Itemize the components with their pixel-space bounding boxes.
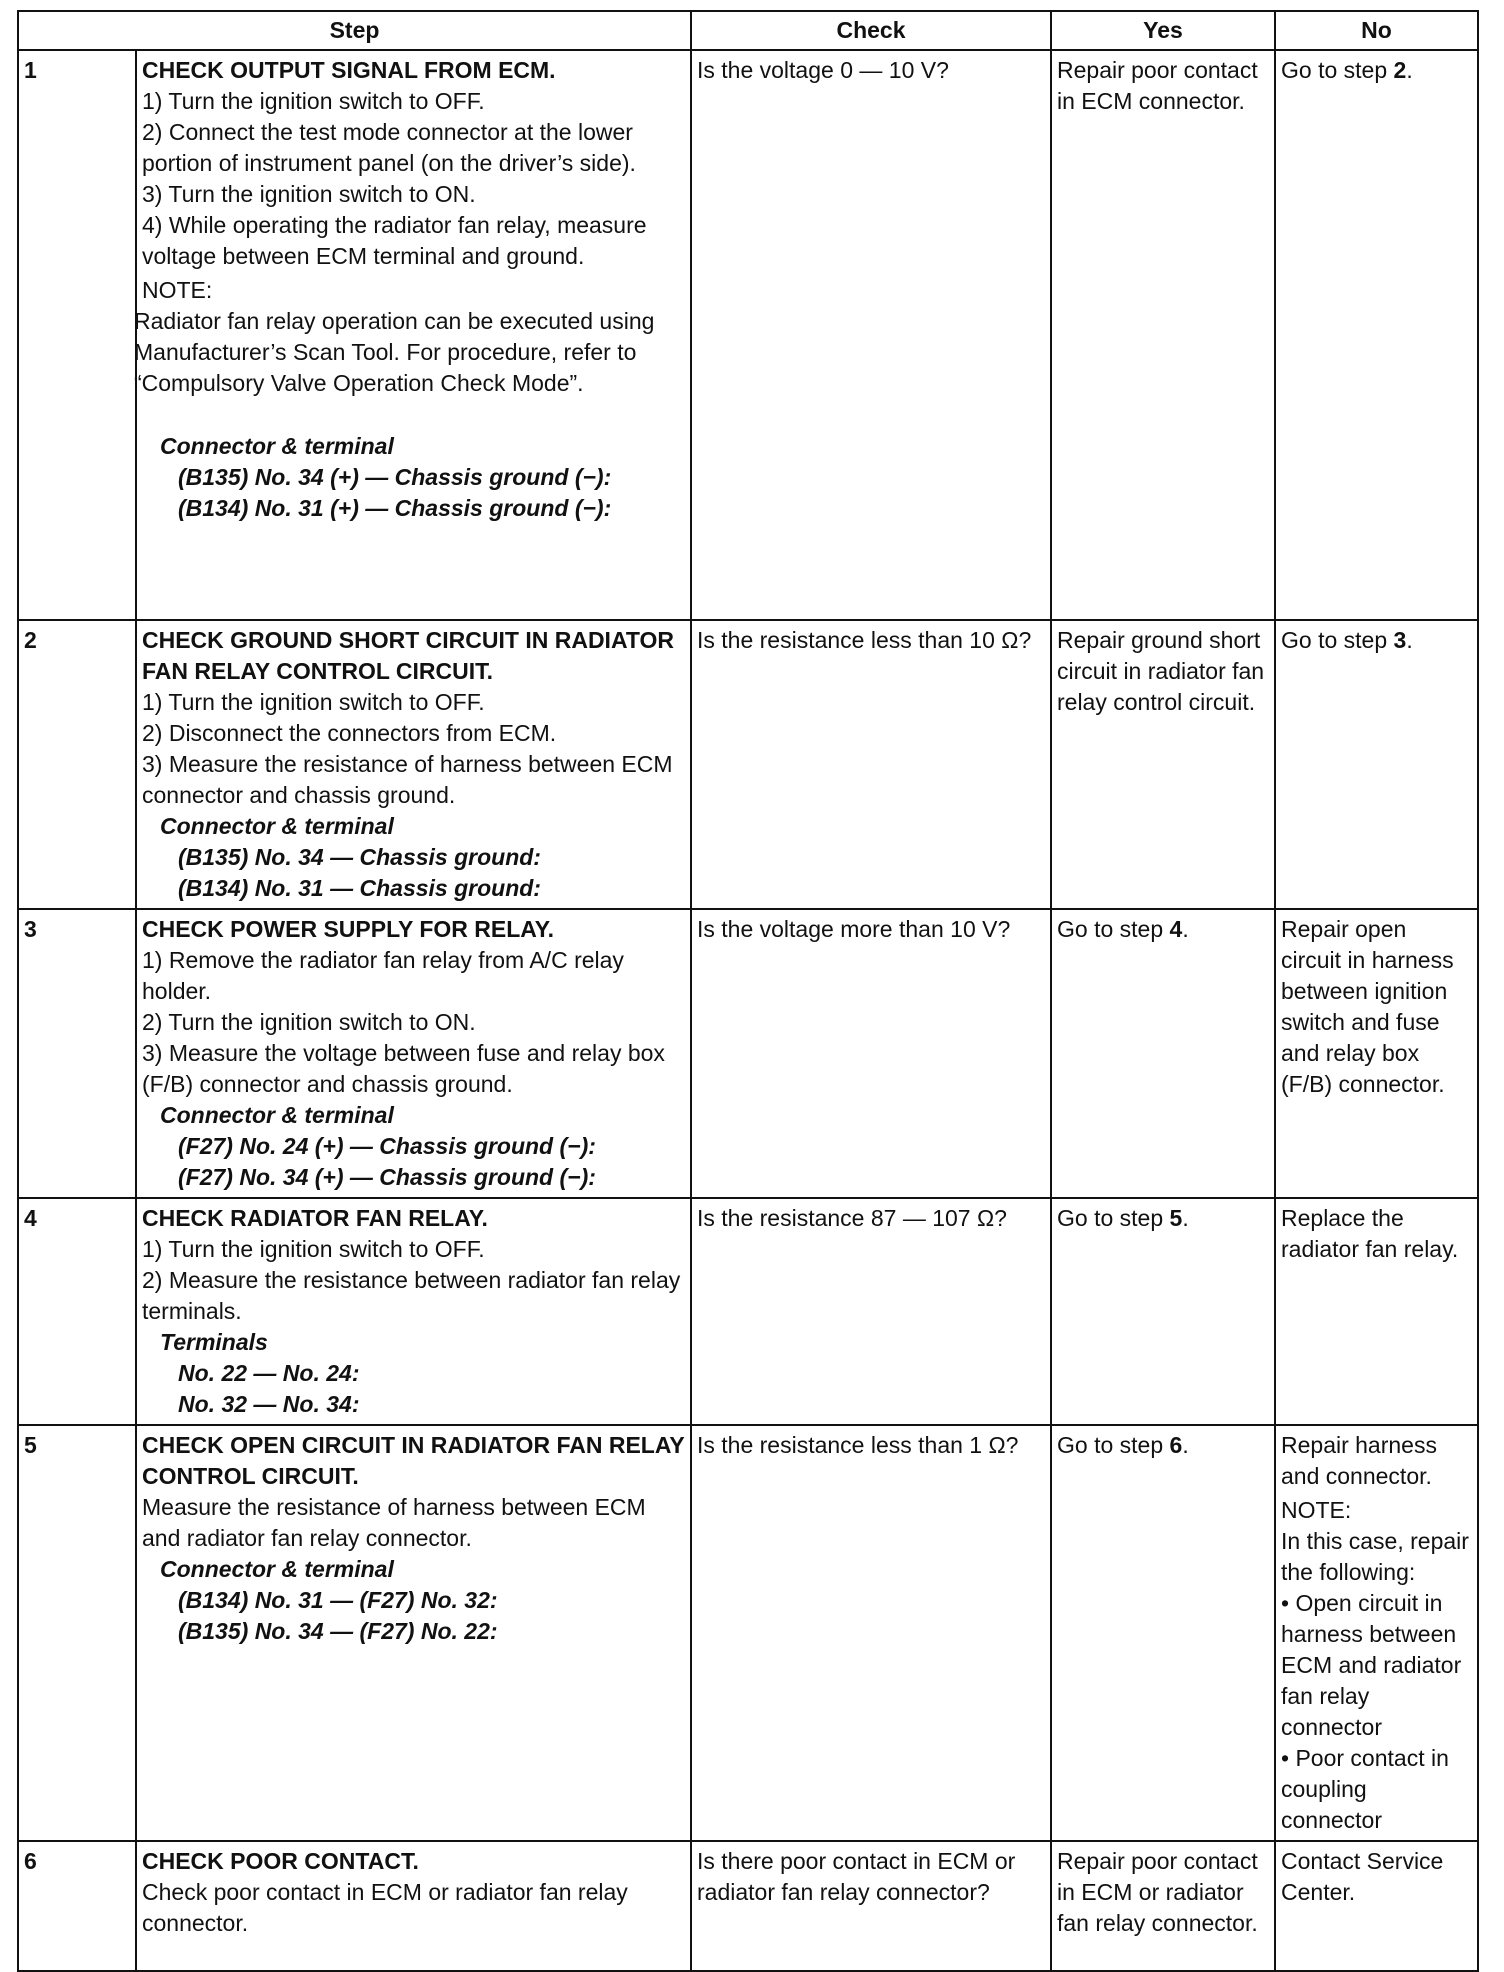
connector-item: (B134) No. 31 — Chassis ground: (178, 875, 541, 901)
yes-text: Go to step (1057, 916, 1170, 942)
step-line: 2) Disconnect the connectors from ECM. (142, 720, 557, 746)
table-row (18, 1198, 1478, 1425)
no-step-ref: 3 (1393, 627, 1407, 653)
no-text: Go to step (1281, 627, 1394, 653)
step-line: 1) Turn the ignition switch to OFF. (142, 1236, 485, 1262)
step-title: CHECK GROUND SHORT CIRCUIT IN RADIATOR FAN RELAY CONTROL CIRCUIT. (142, 627, 674, 684)
check-cell: Is the resistance less than 10 Ω? (691, 620, 1051, 909)
no-cell: Contact Service Center. (1275, 1841, 1478, 1971)
step-line: 4) While operating the radiator fan relay, measure voltage between ECM terminal and ground. (142, 212, 647, 269)
step-cell (136, 1198, 691, 1425)
note-bullet-item: • Open circuit in harness between ECM and radiator fan relay connector (1281, 1588, 1472, 1743)
no-cell (1275, 1425, 1478, 1841)
table-row (18, 50, 1478, 620)
yes-cell (1051, 1425, 1275, 1841)
no-cell (1275, 620, 1478, 909)
connector-item: (F27) No. 24 (+) — Chassis ground (−): (178, 1133, 596, 1159)
step-line: 3) Turn the ignition switch to ON. (142, 181, 476, 207)
yes-cell: Repair poor contact in ECM connector. (1051, 50, 1275, 620)
yes-step-ref: 6 (1169, 1432, 1183, 1458)
step-number: 3 (18, 909, 136, 1198)
step-cell (136, 1425, 691, 1841)
step-number: 6 (18, 1841, 136, 1971)
step-title: CHECK POWER SUPPLY FOR RELAY. (142, 916, 554, 942)
yes-cell (1051, 909, 1275, 1198)
terminal-item: No. 22 — No. 24: (178, 1360, 360, 1386)
connector-item: (B135) No. 34 — Chassis ground: (178, 844, 541, 870)
yes-text-end: . (1182, 1205, 1189, 1231)
header-no: No (1275, 11, 1478, 50)
step-cell (136, 620, 691, 909)
yes-cell: Repair ground short circuit in radiator fan relay control circuit. (1051, 620, 1275, 909)
yes-step-ref: 5 (1169, 1205, 1183, 1231)
step-line: 3) Measure the voltage between fuse and relay box (F/B) connector and chassis ground. (142, 1040, 665, 1097)
step-cell (136, 50, 691, 620)
step-title: CHECK POOR CONTACT. (142, 1848, 419, 1874)
step-title: CHECK OUTPUT SIGNAL FROM ECM. (142, 57, 556, 83)
step-line: 2) Connect the test mode connector at the lower portion of instrument panel (on the driver’s side). (142, 119, 636, 176)
step-line: 1) Turn the ignition switch to OFF. (142, 88, 485, 114)
spacer (142, 399, 685, 431)
no-cell: Replace the radiator fan relay. (1275, 1198, 1478, 1425)
table-row (18, 909, 1478, 1198)
connector-item: (B135) No. 34 (+) — Chassis ground (−): (178, 464, 612, 490)
connector-heading: Connector & terminal (160, 1102, 394, 1128)
no-step-ref: 2 (1393, 57, 1407, 83)
note-text: Radiator fan relay operation can be executed using Manufacturer’s Scan Tool. For procedure, refer to “Compulsory Valve Operation Check Mode”. (134, 308, 655, 396)
diagnostic-procedure-table (17, 10, 1479, 1972)
connector-heading: Connector & terminal (160, 813, 394, 839)
table-header-row (18, 11, 1478, 50)
header-step: Step (18, 11, 691, 50)
note-text: In this case, repair the following: (1281, 1528, 1469, 1585)
note-label: NOTE: (142, 277, 213, 303)
header-check: Check (691, 11, 1051, 50)
yes-text-end: . (1182, 1432, 1189, 1458)
yes-text: Go to step (1057, 1432, 1170, 1458)
connector-item: (B135) No. 34 — (F27) No. 22: (178, 1618, 498, 1644)
step-line: 2) Turn the ignition switch to ON. (142, 1009, 476, 1035)
yes-text-end: . (1182, 916, 1189, 942)
note-bullet-item: • Poor contact in coupling connector (1281, 1743, 1472, 1836)
connector-item: (B134) No. 31 (+) — Chassis ground (−): (178, 495, 612, 521)
check-cell: Is the voltage more than 10 V? (691, 909, 1051, 1198)
step-cell (136, 1841, 691, 1971)
step-line: 1) Remove the radiator fan relay from A/C relay holder. (142, 947, 624, 1004)
connector-heading: Connector & terminal (160, 433, 394, 459)
step-line: 2) Measure the resistance between radiator fan relay terminals. (142, 1267, 681, 1324)
terminal-item: No. 32 — No. 34: (178, 1391, 360, 1417)
table-row (18, 1425, 1478, 1841)
no-cell (1275, 50, 1478, 620)
header-yes: Yes (1051, 11, 1275, 50)
no-cell: Repair open circuit in harness between ignition switch and fuse and relay box (F/B) connector. (1275, 909, 1478, 1198)
no-text: Go to step (1281, 57, 1394, 83)
connector-item: (B134) No. 31 — (F27) No. 32: (178, 1587, 498, 1613)
step-title: CHECK RADIATOR FAN RELAY. (142, 1205, 488, 1231)
step-line: 3) Measure the resistance of harness between ECM connector and chassis ground. (142, 751, 673, 808)
step-cell (136, 909, 691, 1198)
check-cell: Is the voltage 0 — 10 V? (691, 50, 1051, 620)
connector-item: (F27) No. 34 (+) — Chassis ground (−): (178, 1164, 596, 1190)
check-cell: Is the resistance less than 1 Ω? (691, 1425, 1051, 1841)
terminals-heading: Terminals (160, 1329, 268, 1355)
step-title: CHECK OPEN CIRCUIT IN RADIATOR FAN RELAY CONTROL CIRCUIT. (142, 1432, 685, 1489)
step-number: 5 (18, 1425, 136, 1841)
check-cell: Is there poor contact in ECM or radiator fan relay connector? (691, 1841, 1051, 1971)
yes-cell (1051, 1198, 1275, 1425)
step-number: 1 (18, 50, 136, 620)
step-number: 4 (18, 1198, 136, 1425)
no-text: Repair harness and connector. (1281, 1432, 1437, 1489)
yes-text: Go to step (1057, 1205, 1170, 1231)
yes-step-ref: 4 (1169, 916, 1183, 942)
no-text-end: . (1406, 57, 1413, 83)
connector-heading: Connector & terminal (160, 1556, 394, 1582)
table-row (18, 1841, 1478, 1971)
check-cell: Is the resistance 87 — 107 Ω? (691, 1198, 1051, 1425)
step-line: 1) Turn the ignition switch to OFF. (142, 689, 485, 715)
no-text-end: . (1406, 627, 1413, 653)
step-line: Measure the resistance of harness between ECM and radiator fan relay connector. (142, 1494, 646, 1551)
note-label: NOTE: (1281, 1497, 1352, 1523)
step-line: Check poor contact in ECM or radiator fan relay connector. (142, 1879, 628, 1936)
yes-cell: Repair poor contact in ECM or radiator fan relay connector. (1051, 1841, 1275, 1971)
step-number: 2 (18, 620, 136, 909)
table-row (18, 620, 1478, 909)
